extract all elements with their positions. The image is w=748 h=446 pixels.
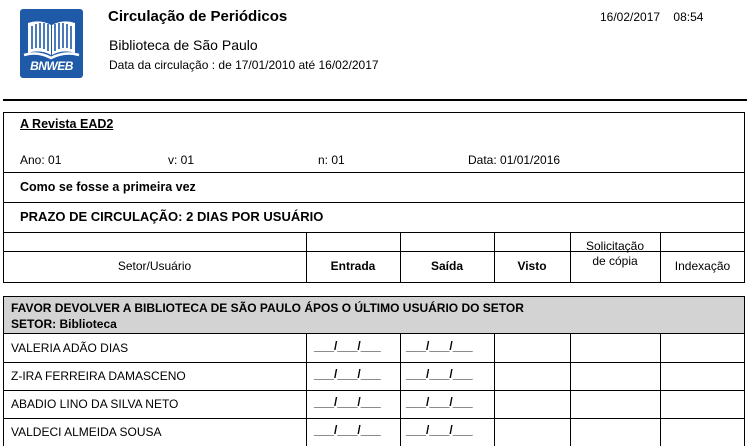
header-divider	[3, 99, 747, 101]
user-name: VALERIA ADÃO DIAS	[11, 341, 129, 355]
row-divider	[3, 390, 745, 391]
entrada-date-blank: ___/___/___	[314, 423, 381, 437]
logo-wordmark: BNWEB	[30, 59, 73, 73]
circulation-deadline: PRAZO DE CIRCULAÇÃO: 2 DIAS POR USUÁRIO	[20, 209, 324, 224]
saida-date-blank: ___/___/___	[406, 395, 473, 409]
col-solicitacao-line2: de cópia	[592, 253, 638, 268]
row-divider	[3, 362, 745, 363]
ano-field: Ano: 01	[20, 153, 62, 167]
user-name: VALDECI ALMEIDA SOUSA	[11, 425, 162, 439]
col-saida: Saída	[430, 259, 463, 273]
col-entrada: Entrada	[330, 259, 376, 273]
report-datetime	[600, 10, 703, 24]
group-sector: SETOR: Biblioteca	[11, 317, 117, 331]
saida-date-blank: ___/___/___	[406, 367, 473, 381]
entrada-date-blank: ___/___/___	[314, 339, 381, 353]
report-date: 16/02/2017	[600, 10, 661, 24]
col-indexacao: Indexação	[674, 259, 731, 273]
bnweb-logo	[20, 9, 83, 78]
library-name: Biblioteca de São Paulo	[109, 37, 258, 53]
entrada-date-blank: ___/___/___	[314, 395, 381, 409]
volume-field: v: 01	[168, 153, 195, 167]
circulation-period	[109, 58, 379, 72]
divider	[3, 202, 745, 203]
col-visto: Visto	[517, 259, 547, 273]
row-divider	[3, 418, 745, 419]
col-solicitacao-line1: Solicitação	[585, 238, 645, 253]
divider	[3, 172, 745, 173]
periodical-title: A Revista EAD2	[20, 117, 114, 131]
date-field: Data: 01/01/2016	[468, 153, 561, 167]
report-time: 08:54	[673, 10, 704, 24]
user-name: Z-IRA FERREIRA DAMASCENO	[11, 369, 186, 383]
col-setor-usuario: Setor/Usuário	[117, 259, 192, 273]
saida-date-blank: ___/___/___	[406, 423, 473, 437]
entrada-date-blank: ___/___/___	[314, 367, 381, 381]
period-label: Data da circulação	[109, 58, 209, 72]
group-instruction: FAVOR DEVOLVER A BIBLIOTECA DE SÃO PAULO ÁPOS O ÚLTIMO USUÁRIO DO SETOR	[11, 301, 524, 315]
saida-date-blank: ___/___/___	[406, 339, 473, 353]
period-value: : de 17/01/2010 até 16/02/2017	[211, 58, 379, 72]
periodical-note: Como se fosse a primeira vez	[20, 180, 196, 194]
report-title: Circulação de Periódicos	[108, 8, 288, 25]
col-solicitacao-copia	[570, 233, 660, 283]
number-field: n: 01	[318, 153, 345, 167]
user-name: ABADIO LINO DA SILVA NETO	[11, 397, 179, 411]
